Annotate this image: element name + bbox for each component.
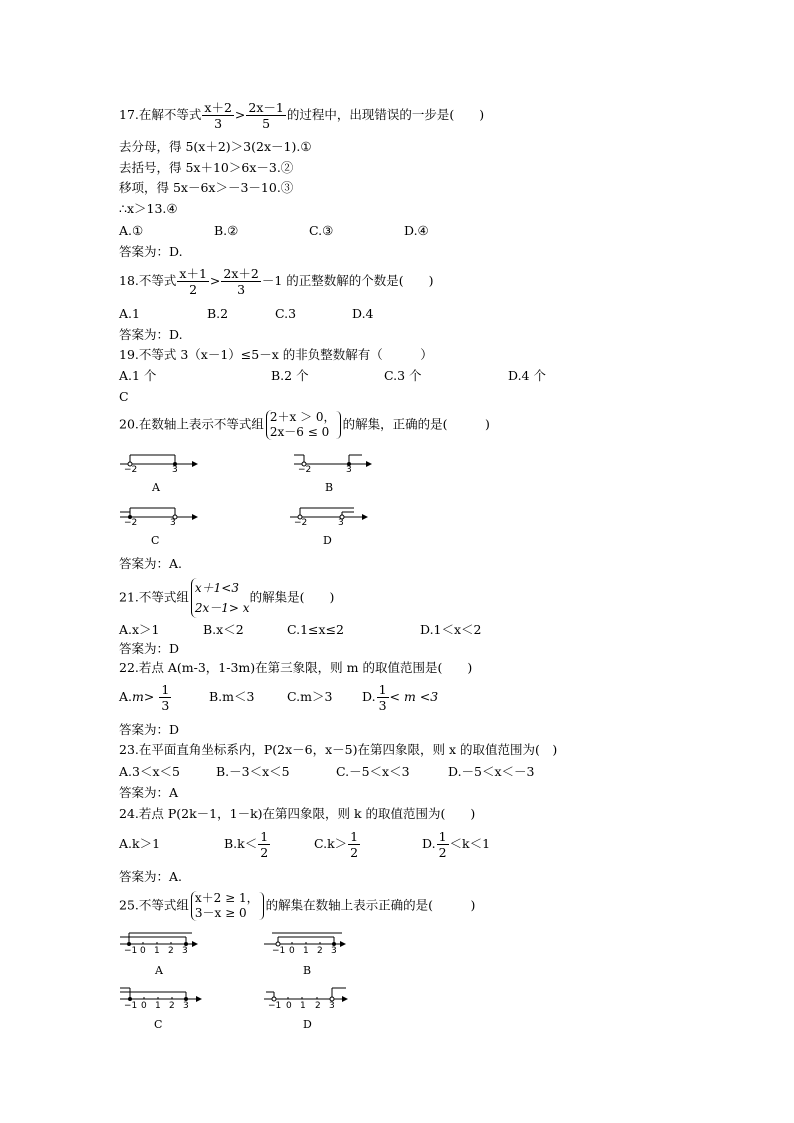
tick-label: 3 xyxy=(172,465,178,475)
label-d: D xyxy=(303,1018,312,1031)
label-b: B xyxy=(303,964,312,977)
q22-answer: 答案为：D xyxy=(119,722,180,737)
q17-answer: 答案为：D. xyxy=(119,244,183,259)
option-b: B.x＜2 xyxy=(203,622,244,637)
option-d: D.④ xyxy=(404,223,429,238)
option-d: D.4 xyxy=(352,306,374,321)
q25-stem: 25.不等式组 x＋2 ≥ 1， 3－x ≥ 0 的解集在数轴上表示正确的是( ) xyxy=(119,891,476,920)
q23-options xyxy=(119,764,535,780)
q18-answer: 答案为：D. xyxy=(119,327,183,342)
option-d: D. $\frac{1}{3}$ < m <3 xyxy=(362,682,439,713)
q19-options xyxy=(119,368,546,384)
q17-step-2: 去括号，得 5x＋10＞6x－3.② xyxy=(119,160,294,175)
option-c: C.m＞3 xyxy=(287,689,333,704)
tick-label: −2 xyxy=(298,465,312,475)
label-d: D xyxy=(323,534,332,547)
q19-answer: C xyxy=(119,389,129,404)
option-d: D.1＜x＜2 xyxy=(420,622,482,637)
option-b: B.2 xyxy=(207,306,229,321)
fraction: $\frac{2x-1}{5}$ xyxy=(248,100,284,131)
q24-stem: 24.若点 P(2k－1，1－k)在第四象限，则 k 的取值范围为( ) xyxy=(119,806,476,821)
option-b: B.k＜ $\frac{1}{2}$ xyxy=(224,829,269,860)
label-a: A xyxy=(155,964,163,977)
q21-options xyxy=(119,622,482,638)
q18-stem: 18.不等式 $\frac{x+1}{2}$ > $\frac{2x+2}{3}$ －1 的正整数解的个数是( ) xyxy=(119,266,434,297)
q18-options xyxy=(119,306,374,322)
tick-label: 3 xyxy=(346,465,352,475)
q23-answer: 答案为：A xyxy=(119,785,179,800)
label-c: C xyxy=(154,1018,163,1031)
q22-stem: 22.若点 A(m-3，1-3m)在第三象限，则 m 的取值范围是( ) xyxy=(119,660,473,675)
q20-stem: 20.在数轴上表示不等式组 2＋x ＞ 0， 2x－6 ≤ 0 的解集，正确的是( ) xyxy=(119,410,490,439)
q17-step-4: ∴x＞13.④ xyxy=(119,201,178,216)
tick-label: −2 xyxy=(294,518,308,528)
tick-label: 3 xyxy=(170,518,176,528)
inequality-system: x＋2 ≥ 1， 3－x ≥ 0 xyxy=(191,891,259,921)
option-a: A.① xyxy=(119,223,144,238)
option-d: D.4 个 xyxy=(508,368,546,383)
option-a: A.3＜x＜5 xyxy=(119,764,180,779)
option-c: C.k＞ $\frac{1}{2}$ xyxy=(314,829,359,860)
option-c: C.－5＜x＜3 xyxy=(336,764,410,779)
option-d: D. $\frac{1}{2}$ ＜k＜1 xyxy=(422,829,491,860)
q23-stem: 23.在平面直角坐标系内，P(2x－6，x－5)在第四象限，则 x 的取值范围为( ) xyxy=(119,742,558,757)
fraction: $\frac{x+1}{2}$ xyxy=(179,266,207,297)
q22-options xyxy=(119,682,438,713)
label-b: B xyxy=(325,481,334,494)
option-d: D.－5＜x＜－3 xyxy=(448,764,535,779)
option-c: C.3 xyxy=(275,306,297,321)
q17-step-3: 移项，得 5x－6x＞－3－10.③ xyxy=(119,180,294,195)
inequality-system: 2＋x ＞ 0， 2x－6 ≤ 0 xyxy=(266,410,336,440)
q20-answer: 答案为：A. xyxy=(119,556,183,571)
label-a: A xyxy=(152,481,160,494)
q21-stem: 21.不等式组 x＋1<3 2x－1> x 的解集是( ) xyxy=(119,578,334,618)
option-a: A.m> $\frac{1}{3}$ xyxy=(119,682,170,713)
inequality-system: x＋1<3 2x－1> x xyxy=(191,578,250,618)
fraction: $\frac{2x+2}{3}$ xyxy=(223,266,259,297)
option-b: B.－3＜x＜5 xyxy=(216,764,290,779)
option-b: B.② xyxy=(214,223,239,238)
tick-label: 3 xyxy=(338,518,344,528)
q24-options xyxy=(119,829,490,860)
option-c: C.1≤x≤2 xyxy=(287,622,344,637)
option-c: C.3 个 xyxy=(384,368,422,383)
option-a: A.1 个 xyxy=(119,368,157,383)
option-a: A.k＞1 xyxy=(119,836,161,851)
option-b: B.m＜3 xyxy=(209,689,255,704)
option-c: C.③ xyxy=(309,223,334,238)
q24-answer: 答案为：A. xyxy=(119,869,183,884)
q21-answer: 答案为：D xyxy=(119,641,180,656)
fraction: $\frac{x+2}{3}$ xyxy=(204,100,232,131)
label-c: C xyxy=(151,534,160,547)
option-a: A.1 xyxy=(119,306,140,321)
q17-step-1: 去分母，得 5(x＋2)＞3(2x－1).① xyxy=(119,139,312,154)
option-b: B.2 个 xyxy=(271,368,309,383)
option-a: A.x＞1 xyxy=(119,622,160,637)
tick-label: −2 xyxy=(124,465,138,475)
tick-label: −2 xyxy=(124,518,138,528)
q17-stem: 17.在解不等式 $\frac{x+2}{3}$ > $\frac{2x-1}{5}$ 的过程中，出现错误的一步是( ) xyxy=(119,100,485,131)
q17-options xyxy=(119,223,429,239)
q19-stem: 19.不等式 3（x－1）≤5－x 的非负整数解有（ ） xyxy=(119,347,433,362)
